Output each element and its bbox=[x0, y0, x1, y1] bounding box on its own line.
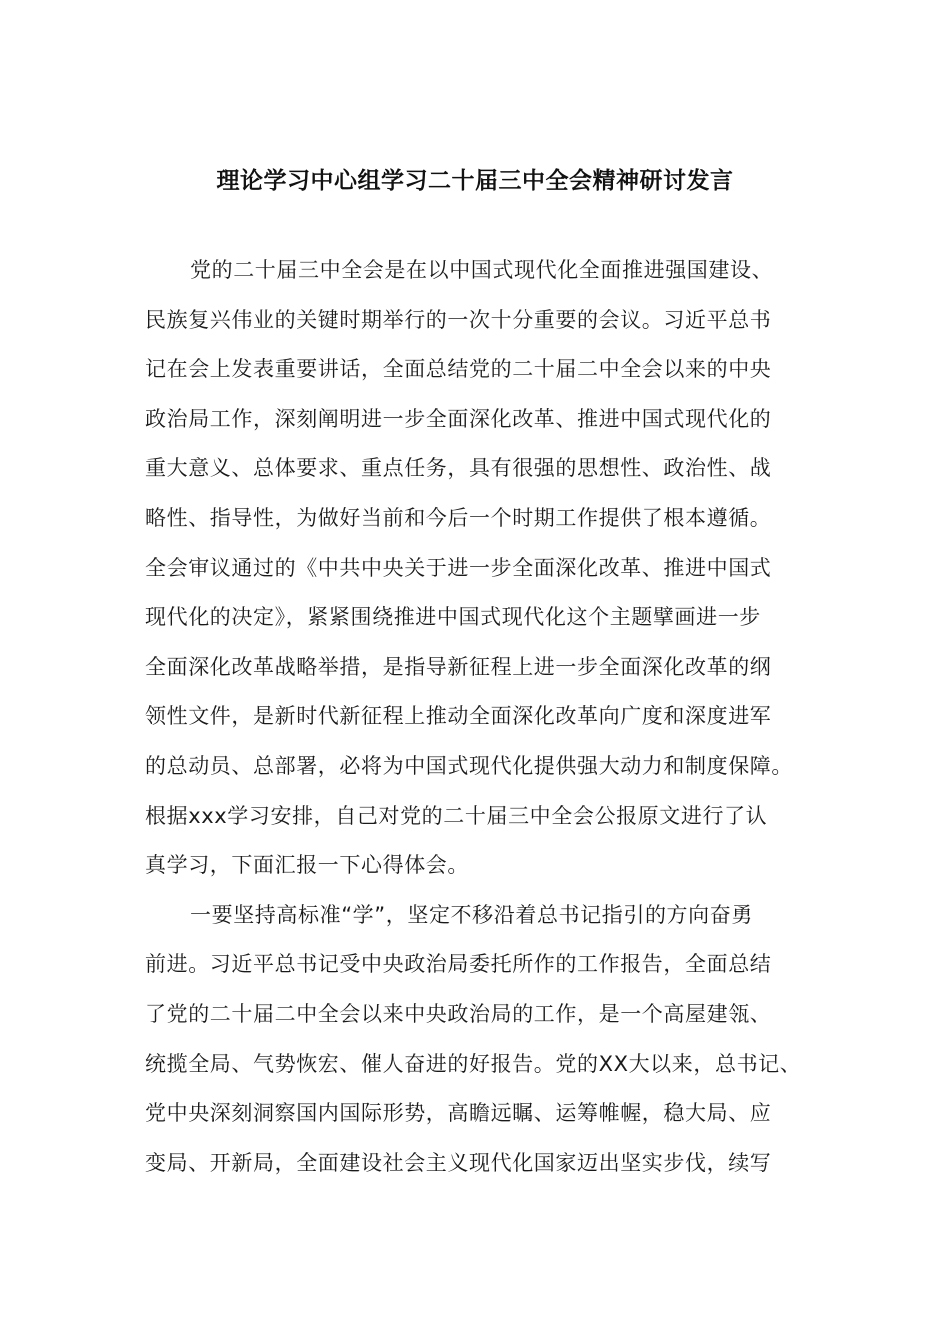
paragraph-line: 全面深化改革战略举措，是指导新征程上进一步全面深化改革的纲 bbox=[145, 654, 772, 679]
paragraph-line: 民族复兴伟业的关键时期举行的一次十分重要的会议。习近平总书 bbox=[145, 307, 772, 332]
paragraph-line: 前进。习近平总书记受中央政治局委托所作的工作报告，全面总结 bbox=[145, 952, 772, 977]
document-body bbox=[145, 246, 825, 1188]
paragraph-1 bbox=[145, 246, 825, 891]
paragraph-line: 重大意义、总体要求、重点任务，具有很强的思想性、政治性、战 bbox=[145, 456, 772, 481]
paragraph-line: 领性文件，是新时代新征程上推动全面深化改革向广度和深度进军 bbox=[145, 704, 772, 729]
paragraph-line: 党中央深刻洞察国内国际形势，高瞻远瞩、运筹帷幄，稳大局、应 bbox=[145, 1101, 772, 1126]
paragraph-line: 的总动员、总部署，必将为中国式现代化提供强大动力和制度保障。 bbox=[145, 753, 793, 778]
paragraph-line: 略性、指导性，为做好当前和今后一个时期工作提供了根本遵循。 bbox=[145, 505, 772, 530]
paragraph-line: 全会审议通过的《中共中央关于进一步全面深化改革、推进中国式 bbox=[145, 555, 772, 580]
paragraph-line: 统揽全局、气势恢宏、催人奋进的好报告。党的XX大以来，总书记、 bbox=[145, 1051, 802, 1076]
paragraph-line: 政治局工作，深刻阐明进一步全面深化改革、推进中国式现代化的 bbox=[145, 406, 772, 431]
document-title: 理论学习中心组学习二十届三中全会精神研讨发言 bbox=[216, 167, 734, 194]
paragraph-line: 记在会上发表重要讲话，全面总结党的二十届二中全会以来的中央 bbox=[145, 357, 772, 382]
paragraph-line: 党的二十届三中全会是在以中国式现代化全面推进强国建设、 bbox=[190, 258, 774, 282]
paragraph-line: 一要坚持高标准“学”，坚定不移沿着总书记指引的方向奋勇 bbox=[190, 902, 753, 927]
paragraph-line: 真学习，下面汇报一下心得体会。 bbox=[145, 853, 469, 878]
paragraph-line: 现代化的决定》，紧紧围绕推进中国式现代化这个主题擘画进一步 bbox=[145, 605, 761, 630]
paragraph-line: 根据xxx学习安排，自己对党的二十届三中全会公报原文进行了认 bbox=[145, 803, 768, 828]
paragraph-2 bbox=[145, 891, 825, 1189]
paragraph-line: 变局、开新局，全面建设社会主义现代化国家迈出坚实步伐，续写 bbox=[145, 1150, 772, 1175]
paragraph-line: 了党的二十届二中全会以来中央政治局的工作，是一个高屋建瓴、 bbox=[145, 1001, 772, 1026]
